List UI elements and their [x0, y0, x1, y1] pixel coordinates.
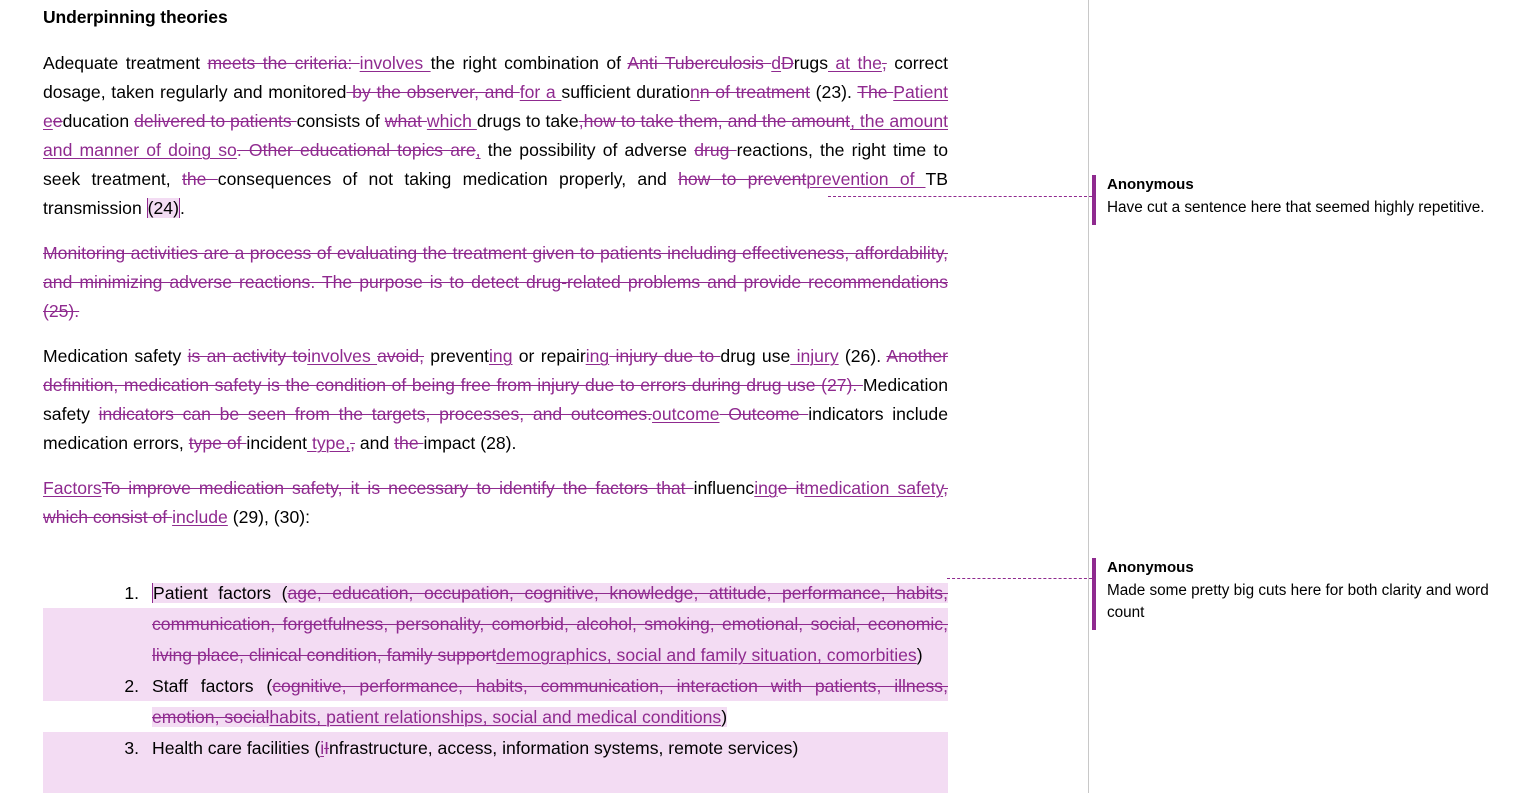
list-item[interactable] — [43, 578, 948, 671]
deleted-text: e it — [777, 478, 805, 499]
text-run: sufficient duratio — [561, 82, 691, 103]
list-item-number: 1. — [124, 583, 139, 603]
deleted-text: delivered to patients — [134, 111, 297, 132]
inserted-text: prevention of — [806, 169, 926, 190]
text-run: Medication safety — [43, 346, 188, 367]
text-run: Medication safety — [43, 375, 948, 425]
deleted-text: The — [857, 82, 894, 103]
text-run: (29), (30): — [227, 507, 310, 528]
deleted-text: Another definition, medication safety is the condition of being free from injury due to errors during drug use (27). — [43, 346, 949, 396]
inserted-text: , — [475, 140, 481, 161]
inserted-text: for a — [519, 82, 562, 103]
deleted-text: is an activity to — [187, 346, 308, 367]
deleted-text: injury due to — [609, 346, 721, 367]
comment-author: Anonymous — [1107, 559, 1194, 576]
list-item-lead: Staff factors ( — [152, 676, 273, 696]
deleted-text: cognitive, performance, habits, communication, interaction with patients, illness, emotion, social — [152, 676, 948, 727]
deleted-text: e — [52, 111, 63, 132]
inserted-text: type, — [307, 433, 351, 454]
paragraph-adequate-treatment[interactable] — [43, 49, 948, 223]
text-run: (23). — [809, 82, 858, 103]
text-run: ducation — [62, 111, 135, 132]
deleted-text: avoid, — [377, 346, 425, 367]
deleted-text: type of — [188, 433, 247, 454]
deleted-text: the — [394, 433, 424, 454]
deleted-text: , — [350, 433, 355, 454]
inserted-text: medication safety — [804, 478, 944, 499]
inserted-text: habits, patient relationships, social and medical conditions — [269, 707, 722, 727]
factors-list-wrapper — [43, 578, 948, 764]
comment-connector-line-2 — [947, 578, 1092, 579]
list-item-lead: Patient factors ( — [153, 583, 288, 603]
comment-2[interactable] — [1092, 558, 1522, 624]
deleted-text: how to take them, and the amount — [583, 111, 851, 132]
text-run: correct dosage, taken regularly and monitored — [43, 53, 948, 103]
inserted-text: i — [320, 738, 325, 758]
list-item-number: 2. — [124, 676, 139, 696]
list-item-tail: ) — [721, 707, 728, 727]
inserted-text: outcome — [652, 404, 720, 425]
paragraph-medication-safety[interactable] — [43, 342, 948, 458]
inserted-text: injury — [790, 346, 839, 367]
inserted-text: demographics, social and family situation, comorbities — [496, 645, 917, 665]
text-run: and — [355, 433, 395, 454]
text-run: consists of — [296, 111, 385, 132]
text-run: drug use — [720, 346, 791, 367]
text-run: Adequate treatment — [43, 53, 208, 74]
comment-connector-line-1 — [828, 196, 1092, 197]
inserted-text: involves — [359, 53, 431, 74]
deleted-text: age, education, occupation, cognitive, knowledge, attitude, performance, habits, communication, forgetfulness, personality, comorbid, alcohol, smoking, emotional, social, economic, living place, clinical condition, family support — [152, 583, 948, 665]
deleted-text: Monitoring activities are a process of evaluating the treatment given to patients including effectiveness, affordability, and minimizing adverse reactions. The purpose is to detect drug-related problems and provide recommendations (25). — [43, 243, 948, 322]
inserted-text: Patient e — [43, 82, 949, 132]
inserted-text: Factors — [43, 478, 102, 499]
list-item[interactable] — [43, 733, 948, 764]
list-item[interactable] — [43, 671, 948, 733]
deleted-text: To improve medication safety, it is necessary to identify the factors that — [101, 478, 694, 499]
deleted-text: indicators can be seen from the targets, processes, and outcomes. — [98, 404, 653, 425]
inserted-text: involves — [307, 346, 378, 367]
deleted-text: , — [881, 53, 887, 74]
deleted-text: Outcome — [719, 404, 809, 425]
text-run: the right combination of — [430, 53, 628, 74]
inserted-text: at the — [828, 53, 882, 74]
comment-1[interactable] — [1092, 175, 1522, 219]
deleted-text: D — [781, 53, 794, 74]
comment-accent-bar — [1092, 175, 1096, 225]
deleted-text: Anti Tuberculosis — [627, 53, 772, 74]
deleted-text: how to prevent — [678, 169, 807, 190]
text-run: (26). — [838, 346, 887, 367]
deleted-text: the — [182, 169, 218, 190]
comment-text: Have cut a sentence here that seemed highly repetitive. — [1107, 199, 1485, 216]
text-run: impact (28). — [423, 433, 517, 454]
text-run: prevent — [424, 346, 489, 367]
inserted-text: include — [172, 507, 228, 528]
text-run: reactions, the right time to seek treatment, — [43, 140, 948, 190]
deleted-text: , — [578, 111, 584, 132]
deleted-text: drug — [694, 140, 737, 161]
document-body — [43, 8, 948, 532]
list-item-tail: ) — [916, 645, 923, 665]
page-title: Underpinning theories — [43, 7, 228, 27]
deleted-text: I — [324, 738, 329, 758]
deleted-text: , which consist of — [43, 478, 948, 528]
factors-list — [43, 578, 948, 764]
deleted-text: . Other educational topics are — [236, 140, 476, 161]
text-run: incident — [246, 433, 308, 454]
comment-accent-bar — [1092, 558, 1096, 630]
inserted-text: ing — [754, 478, 778, 499]
inserted-text: ing — [489, 346, 513, 367]
highlight-band — [43, 763, 948, 793]
paragraph-monitoring-activities-deleted[interactable] — [43, 239, 948, 326]
list-item-number: 3. — [124, 738, 139, 758]
inserted-text: ing — [585, 346, 610, 367]
comment-anchor-1[interactable]: (24) — [147, 198, 179, 219]
text-run: influenc — [693, 478, 755, 499]
inserted-text: , the amount and manner of doing so — [43, 111, 949, 161]
inserted-text: n — [690, 82, 700, 103]
list-item-lead: Health care facilities ( — [152, 738, 321, 758]
deleted-text: n of treatment — [699, 82, 810, 103]
inserted-text: d — [771, 53, 782, 74]
text-run: indicators include medication errors, — [43, 404, 948, 454]
text-run: TB transmission — [43, 169, 948, 219]
comment-text: Made some pretty big cuts here for both clarity and word count — [1107, 582, 1489, 621]
text-run: rugs — [793, 53, 829, 74]
comment-author: Anonymous — [1107, 176, 1194, 193]
text-run: drugs to take — [476, 111, 579, 132]
deleted-text: by the observer, and — [346, 82, 520, 103]
text-run: or repair — [512, 346, 586, 367]
text-run: . — [179, 198, 185, 219]
comments-pane — [1092, 0, 1531, 793]
paragraph-factors[interactable] — [43, 474, 948, 532]
list-item-tail: nfrastructure, access, information systems, remote services) — [329, 738, 799, 758]
page-edge-divider — [1088, 0, 1089, 793]
inserted-text: which — [426, 111, 477, 132]
text-run: consequences of not taking medication properly, and — [217, 169, 679, 190]
deleted-text: what — [384, 111, 427, 132]
deleted-text: meets the criteria: — [207, 53, 360, 74]
text-run: the possibility of adverse — [480, 140, 695, 161]
